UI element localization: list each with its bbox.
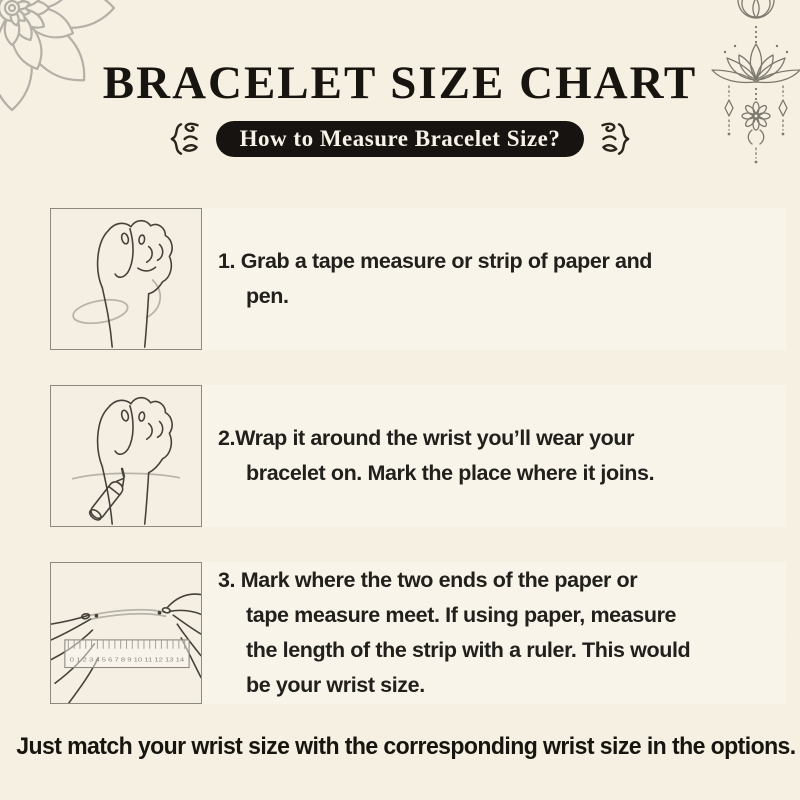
step-2-illustration-box: [50, 385, 202, 527]
crescent-moon-icon: [738, 0, 774, 18]
pendant-dots: [755, 26, 757, 43]
page-title: BRACELET SIZE CHART: [102, 57, 698, 109]
step-1-row: [50, 208, 786, 350]
step-1-text: [202, 244, 786, 314]
step-1-illustration-box: [50, 208, 202, 350]
step-3-line-3: the length of the strip with a ruler. This would: [246, 638, 691, 662]
step-3-text: [202, 563, 786, 703]
flourish-left-icon: [170, 118, 203, 160]
ruler-numbers: 0 1 2 3 4 5 6 7 8 9 10 11 12 13 14: [69, 657, 186, 664]
footer-note-wrap: [0, 733, 800, 761]
step-3-line-1: 3. Mark where the two ends of the paper or: [218, 568, 638, 592]
step-2-row: [50, 385, 786, 527]
subtitle-badge-row: [0, 118, 800, 160]
ruler-icon: [65, 640, 189, 668]
hand-tape-loop-icon: [51, 209, 201, 349]
hands-strip-ruler-icon: [51, 563, 201, 703]
step-3-line-2: tape measure meet. If using paper, measure: [246, 603, 677, 627]
step-2-line-1: 2.Wrap it around the wrist you’ll wear your: [218, 426, 635, 450]
step-2-line-2: bracelet on. Mark the place where it joins.: [246, 461, 655, 485]
step-1-line-2: pen.: [246, 284, 289, 308]
step-3-line-4: be your wrist size.: [246, 673, 425, 697]
hand-pen-marking-icon: [51, 386, 201, 526]
flourish-right-icon: [597, 118, 630, 160]
step-2-text: [202, 421, 786, 491]
step-1-line-1: 1. Grab a tape measure or strip of paper and: [218, 249, 653, 273]
footer-note: Just match your wrist size with the corresponding wrist size in the options.: [16, 733, 796, 760]
step-3-row: [50, 562, 786, 704]
step-3-illustration-box: [50, 562, 202, 704]
subtitle-badge: How to Measure Bracelet Size?: [216, 121, 585, 157]
